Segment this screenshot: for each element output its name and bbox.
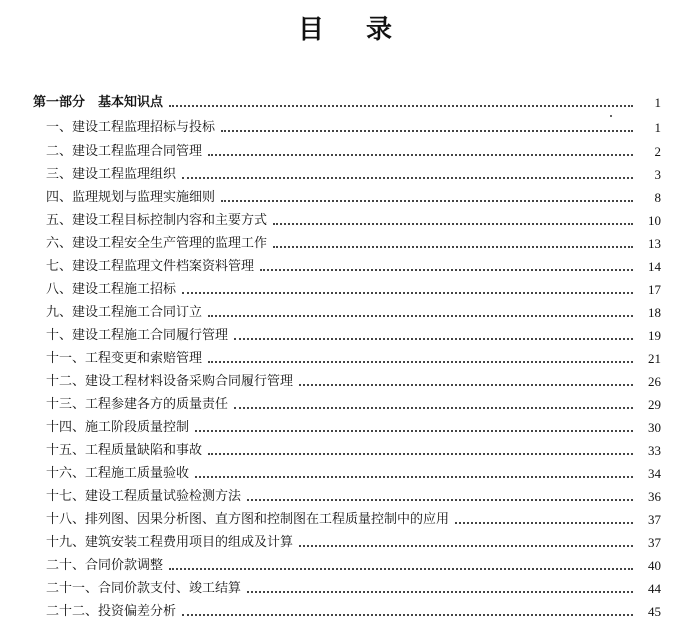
- toc-entry-page: 19: [648, 328, 661, 343]
- toc-entry-label: 八、建设工程施工招标: [46, 282, 177, 297]
- toc-entry-page: 33: [648, 443, 661, 458]
- dot-leader: [169, 105, 633, 107]
- toc-entry-label: 十八、排列图、因果分析图、直方图和控制图在工程质量控制中的应用: [46, 512, 450, 527]
- toc-entry[interactable]: [46, 117, 661, 139]
- dot-leader: [195, 430, 633, 432]
- dot-leader: [182, 177, 633, 179]
- dot-leader: [273, 223, 633, 225]
- title-char-2: 录: [366, 15, 393, 45]
- toc-entry[interactable]: [46, 325, 661, 347]
- toc-entry-page: 45: [648, 604, 661, 619]
- page-title: [0, 12, 681, 48]
- toc-entry[interactable]: [46, 532, 661, 554]
- toc-entry[interactable]: [46, 187, 661, 209]
- toc-entry-page: 26: [648, 374, 661, 389]
- toc-entry[interactable]: [46, 440, 661, 462]
- toc-entry-label: 十二、建设工程材料设备采购合同履行管理: [46, 374, 294, 389]
- toc-entry-page: 17: [648, 282, 661, 297]
- toc-part-label: 第一部分 基本知识点: [33, 95, 164, 110]
- dot-leader: [208, 315, 633, 317]
- toc-entry-label: 十三、工程参建各方的质量责任: [46, 397, 229, 412]
- dot-leader: [169, 568, 633, 570]
- toc-entry[interactable]: [46, 141, 661, 163]
- toc-entry[interactable]: [46, 417, 661, 439]
- toc-entry[interactable]: [46, 302, 661, 324]
- toc-entry-page: 18: [648, 305, 661, 320]
- toc-entry[interactable]: [46, 210, 661, 232]
- toc-entry-page: 3: [654, 167, 661, 182]
- toc-entry-label: 二十二、投资偏差分析: [46, 604, 177, 619]
- toc-entry-page: 40: [648, 558, 661, 573]
- toc-entry[interactable]: [46, 256, 661, 278]
- toc-part-heading[interactable]: [33, 92, 661, 114]
- toc-entry-page: 1: [654, 120, 661, 135]
- toc-entry-page: 13: [648, 236, 661, 251]
- toc-entry-label: 三、建设工程监理组织: [46, 167, 177, 182]
- toc-entry[interactable]: [46, 509, 661, 531]
- toc-entry-label: 一、建设工程监理招标与投标: [46, 120, 216, 135]
- toc-entry-label: 十七、建设工程质量试验检测方法: [46, 489, 242, 504]
- toc-entry-label: 十四、施工阶段质量控制: [46, 420, 190, 435]
- toc-entry-label: 十五、工程质量缺陷和事故: [46, 443, 203, 458]
- toc-entry[interactable]: [46, 394, 661, 416]
- toc-entry-page: 2: [654, 144, 661, 159]
- toc-entry[interactable]: [46, 233, 661, 255]
- toc-entry[interactable]: [46, 486, 661, 508]
- toc-entry[interactable]: [46, 463, 661, 485]
- dot-leader: [234, 338, 633, 340]
- dot-leader: [234, 407, 633, 409]
- dot-leader: [247, 499, 633, 501]
- toc-entry-page: 8: [654, 190, 661, 205]
- toc-entry-label: 十六、工程施工质量验收: [46, 466, 190, 481]
- toc-entry-page: 36: [648, 489, 661, 504]
- toc-entry-label: 十、建设工程施工合同履行管理: [46, 328, 229, 343]
- toc-entry-page: 21: [648, 351, 661, 366]
- toc-entry-label: 七、建设工程监理文件档案资料管理: [46, 259, 255, 274]
- dot-leader: [455, 522, 633, 524]
- toc-entry-page: 37: [648, 535, 661, 550]
- toc-entry[interactable]: [46, 578, 661, 600]
- toc-entry-page: 37: [648, 512, 661, 527]
- dot-leader: [208, 453, 633, 455]
- toc-entry-page: 14: [648, 259, 661, 274]
- dot-leader: [182, 614, 633, 616]
- toc-entry-page: 44: [648, 581, 661, 596]
- dot-leader: [182, 292, 633, 294]
- dot-leader: [221, 130, 633, 132]
- toc-entry[interactable]: [46, 601, 661, 623]
- toc-entry-label: 五、建设工程目标控制内容和主要方式: [46, 213, 268, 228]
- toc-entry[interactable]: [46, 279, 661, 301]
- toc-entry-label: 二十一、合同价款支付、竣工结算: [46, 581, 242, 596]
- toc-entry-page: 29: [648, 397, 661, 412]
- dot-leader: [273, 246, 633, 248]
- dot-leader: [260, 269, 633, 271]
- toc-entry[interactable]: [46, 555, 661, 577]
- dot-leader: [247, 591, 633, 593]
- toc-entry[interactable]: [46, 164, 661, 186]
- dot-leader: [299, 384, 633, 386]
- toc-entry-page: 30: [648, 420, 661, 435]
- toc-entry[interactable]: [46, 348, 661, 370]
- title-char-1: 目: [298, 15, 325, 45]
- toc-entry-label: 十一、工程变更和索赔管理: [46, 351, 203, 366]
- toc-entry-label: 二、建设工程监理合同管理: [46, 144, 203, 159]
- toc-entry-label: 九、建设工程施工合同订立: [46, 305, 203, 320]
- dot-leader: [208, 154, 633, 156]
- toc-entry-label: 六、建设工程安全生产管理的监理工作: [46, 236, 268, 251]
- dot-leader: [221, 200, 633, 202]
- dot-leader: [208, 361, 633, 363]
- toc-part-page: 1: [654, 95, 661, 110]
- dot-leader: [299, 545, 633, 547]
- toc-entry-page: 10: [648, 213, 661, 228]
- toc-entry-page: 34: [648, 466, 661, 481]
- toc-entry-label: 十九、建筑安装工程费用项目的组成及计算: [46, 535, 294, 550]
- dot-leader: [195, 476, 633, 478]
- toc-entry[interactable]: [46, 371, 661, 393]
- toc-entry-label: 二十、合同价款调整: [46, 558, 164, 573]
- toc-entry-label: 四、监理规划与监理实施细则: [46, 190, 216, 205]
